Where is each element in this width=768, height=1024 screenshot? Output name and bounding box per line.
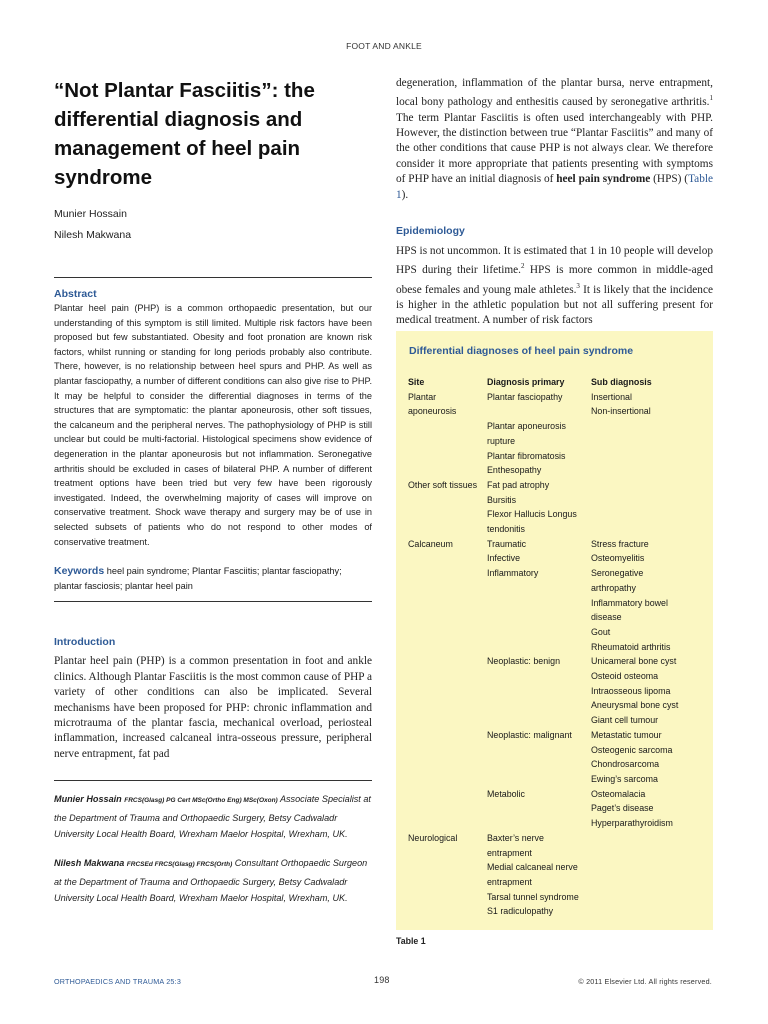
- introduction-heading: Introduction: [54, 636, 116, 649]
- table-row: [408, 698, 708, 713]
- table-row: [408, 816, 708, 831]
- table-cell: S1 radiculopathy: [487, 906, 554, 917]
- table-cell: [591, 890, 708, 905]
- table-cell: [487, 581, 591, 596]
- table-cell: entrapment: [487, 847, 532, 858]
- table-row: [408, 757, 708, 772]
- table-cell: [408, 669, 487, 684]
- table-cell: [408, 610, 487, 625]
- text-run: (HPS) (: [650, 173, 689, 186]
- table-cell: Ewing’s sarcoma: [591, 773, 658, 784]
- table-cell: [408, 728, 487, 743]
- epidemiology-heading: Epidemiology: [396, 225, 465, 238]
- intro-continued: [396, 76, 713, 203]
- table-cell: [487, 801, 591, 816]
- table-cell: Intraosseous lipoma: [591, 685, 671, 696]
- table-row: [408, 904, 708, 919]
- table-cell: Insertional: [591, 391, 632, 402]
- affiliation-text: Consultant Orthopaedic Surgeon at the Department of Trauma and Orthopaedic Surgery, Betsy Cadwaladr University Local Health Board, Wrexham Maelor Hospital, Wrexham, UK.: [54, 857, 368, 904]
- table-cell: Neoplastic: benign: [487, 656, 561, 667]
- table-row: [408, 772, 708, 787]
- right-column: [396, 76, 713, 329]
- table-cell: Aneurysmal bone cyst: [591, 700, 679, 711]
- text-run: HPS is more common in middle-aged obese females and young male athletes.: [396, 264, 713, 296]
- table-row: [408, 478, 708, 493]
- keywords: [54, 564, 372, 593]
- text-run: degeneration, inflammation of the plantar bursa, nerve entrapment, local bony pathology and enthesitis caused by seronegative arthritis.: [396, 77, 713, 109]
- table-cell: Chondrosarcoma: [591, 759, 660, 770]
- table-cell: [408, 875, 487, 890]
- affiliation-text: Associate Specialist at the Department of Trauma and Orthopaedic Surgery, Betsy Cadwaladr University Local Health Board, Wrexham Maelor Hospital, Wrexham, UK.: [54, 794, 371, 840]
- table-cell: Traumatic: [487, 538, 527, 549]
- table-header-sub: Sub diagnosis: [591, 377, 652, 387]
- table-cell: Non-insertional: [591, 406, 651, 417]
- table-cell: [408, 463, 487, 478]
- keywords-heading: Keywords: [54, 565, 105, 578]
- table-cell: entrapment: [487, 876, 532, 887]
- table-row: [408, 890, 708, 905]
- table-cell: [408, 581, 487, 596]
- table-cell: [408, 757, 487, 772]
- divider: [54, 780, 372, 781]
- term-bold: heel pain syndrome: [556, 173, 651, 186]
- left-column: [54, 76, 372, 907]
- table-row: [408, 581, 708, 596]
- table-cell: [408, 654, 487, 669]
- table-cell: Osteoid osteoma: [591, 671, 659, 682]
- table-cell: [408, 449, 487, 464]
- table-row: [408, 787, 708, 802]
- text-run: HPS is not uncommon. It is estimated that 1 in 10 people will develop HPS during their lifetime.: [396, 245, 713, 277]
- table-cell: [408, 507, 487, 522]
- table-row: [408, 390, 708, 405]
- table-cell: Neoplastic: malignant: [487, 729, 572, 740]
- table-cell: [591, 493, 708, 508]
- divider: [54, 277, 372, 278]
- table-cell: Osteomalacia: [591, 788, 646, 799]
- table-cell: [408, 801, 487, 816]
- table-cell: [591, 478, 708, 493]
- table-row: [408, 537, 708, 552]
- footer-journal: ORTHOPAEDICS AND TRAUMA 25:3: [54, 977, 182, 986]
- table-cell: [408, 890, 487, 905]
- table-cell: [408, 743, 487, 758]
- affiliation-name: Nilesh Makwana: [54, 857, 125, 868]
- affiliation-quals: FRCSEd FRCS(Glasg) FRCS(Orth): [126, 860, 233, 868]
- table-caption: Table 1: [396, 936, 426, 946]
- table-cell: Fat pad atrophy: [487, 479, 550, 490]
- table-cell: [591, 434, 708, 449]
- table-cell: [487, 404, 591, 419]
- table-cell: [591, 463, 708, 478]
- affiliation-2: [54, 855, 372, 907]
- table-cell: Bursitis: [487, 494, 517, 505]
- table-cell: [487, 596, 591, 611]
- table-cell: [408, 596, 487, 611]
- table-row: [408, 860, 708, 875]
- table-row: [408, 434, 708, 449]
- table-row: [408, 566, 708, 581]
- table-cell: Gout: [591, 626, 611, 637]
- table-cell: Tarsal tunnel syndrome: [487, 891, 579, 902]
- epidemiology-text: [396, 244, 713, 329]
- table-cell: [408, 860, 487, 875]
- table-row: [408, 846, 708, 861]
- table-cell: [408, 787, 487, 802]
- table-cell: Metastatic tumour: [591, 729, 662, 740]
- table-row: [408, 654, 708, 669]
- table-cell: tendonitis: [487, 524, 525, 535]
- affiliation-1: [54, 791, 372, 843]
- author-2: Nilesh Makwana: [54, 228, 132, 241]
- table-cell: Stress fracture: [591, 538, 649, 549]
- table-row: [408, 831, 708, 846]
- article-title: “Not Plantar Fasciitis”: the differential diagnosis and management of heel pain syndrome: [54, 79, 315, 189]
- page-number: 198: [374, 975, 390, 985]
- table-cell: Osteogenic sarcoma: [591, 744, 673, 755]
- table-cell: [591, 522, 708, 537]
- table-row: [408, 449, 708, 464]
- table-cell: Plantar fibromatosis: [487, 450, 566, 461]
- table-cell: Plantar aponeurosis: [487, 421, 566, 432]
- table-header-site: Site: [408, 377, 425, 387]
- table-row: [408, 669, 708, 684]
- table-cell: Other soft tissues: [408, 479, 478, 490]
- citation[interactable]: 1: [709, 94, 713, 103]
- table-cell: [591, 846, 708, 861]
- table-row: [408, 551, 708, 566]
- table-cell: [487, 772, 591, 787]
- table-link[interactable]: Table 1: [396, 173, 713, 201]
- abstract-text: Plantar heel pain (PHP) is a common orthopaedic presentation, but our understanding of this symptom is still limited. Multiple risk factors have been proposed but few substantiated. Obesity and foot pronation are known risk factors, whilst running or standing for long periods probably also contribute. There, however, is no relationship between heel spurs and PHP. As well as plantar fasciopathy, a number of different conditions can also give rise to PHP. It may be helpful to consider the differential diagnoses in terms of the structures that are symptomatic: the plantar aponeurosis, other soft tissues, the calcaneum and the peripheral nerves. The pathophysiology of PHP is still unclear but could be multi-factorial. Histological specimens show evidence of degeneration in the plantar aponeurosis but not inflammation. Seronegative arthritis should be excluded in cases of bilateral PHP. A number of different treatment options have been tried but very few have been rigorously investigated. Indeed, the overwhelming majority of cases will improve on conservative treatment. Shock wave therapy and surgery may be of use in selected subsets of patients who do not respond to other modes of conservative treatment.: [54, 303, 372, 547]
- table-row: [408, 743, 708, 758]
- table-row: [408, 596, 708, 611]
- citation[interactable]: 2: [521, 262, 525, 271]
- table-cell: [408, 625, 487, 640]
- table-cell: Inflammatory bowel: [591, 597, 668, 608]
- table-cell: Hyperparathyroidism: [591, 818, 673, 829]
- abstract-heading: Abstract: [54, 288, 97, 300]
- table-row: [408, 610, 708, 625]
- table-cell: [487, 713, 591, 728]
- table-cell: [408, 698, 487, 713]
- table-cell: [591, 875, 708, 890]
- table-cell: [408, 434, 487, 449]
- table-cell: [408, 684, 487, 699]
- table-cell: Flexor Hallucis Longus: [487, 509, 577, 520]
- table-row: [408, 419, 708, 434]
- author-1: Munier Hossain: [54, 208, 127, 220]
- table-row: [408, 728, 708, 743]
- table-row: [408, 684, 708, 699]
- table-cell: [408, 566, 487, 581]
- table-title: Differential diagnoses of heel pain syndrome: [409, 345, 634, 357]
- table-cell: Giant cell tumour: [591, 715, 659, 726]
- table-cell: Calcaneum: [408, 538, 453, 549]
- table-cell: Rheumatoid arthritis: [591, 641, 671, 652]
- table-1: [396, 331, 713, 930]
- table-cell: [408, 522, 487, 537]
- table-cell: [487, 698, 591, 713]
- table-header-diagnosis: Diagnosis primary: [487, 377, 565, 387]
- text-run: It is likely that the incidence is higher in the athletic population but not all suffering present for medical treatment. A number of risk factors: [396, 283, 713, 327]
- table-cell: [591, 904, 708, 919]
- table-cell: [487, 743, 591, 758]
- table-row: [408, 493, 708, 508]
- table-cell: [487, 625, 591, 640]
- keywords-text: heel pain syndrome; Plantar Fasciitis; plantar fasciopathy; plantar fasciosis; plantar heel pain: [54, 566, 342, 591]
- table-cell: [408, 551, 487, 566]
- table-row: [408, 625, 708, 640]
- table-cell: [408, 904, 487, 919]
- introduction-text: Plantar heel pain (PHP) is a common presentation in foot and ankle clinics. Although Plantar Fasciitis is the most common cause of PHP a variety of other conditions can also be implicated. Several mechanisms have been proposed for PHP: chronic inflammation and microtrauma of the plantar fascia, mechanical overload, periosteal inflammation, increased calcaneal intra-osseous pressure, peripheral nerve entrapment, fat pad: [54, 655, 372, 760]
- divider: [54, 601, 372, 602]
- table-cell: [487, 610, 591, 625]
- table-cell: Seronegative: [591, 568, 644, 579]
- table-cell: Neurological: [408, 832, 458, 843]
- table-cell: rupture: [487, 435, 516, 446]
- table-cell: disease: [591, 612, 622, 623]
- table-cell: [591, 831, 708, 846]
- table-cell: [408, 772, 487, 787]
- affiliation-name: Munier Hossain: [54, 794, 122, 805]
- table-cell: [408, 816, 487, 831]
- table-cell: Osteomyelitis: [591, 553, 645, 564]
- table-cell: [408, 713, 487, 728]
- running-head: FOOT AND ANKLE: [346, 41, 422, 51]
- table-row: [408, 713, 708, 728]
- table-cell: [591, 449, 708, 464]
- table-cell: Baxter’s nerve: [487, 832, 544, 843]
- table-cell: Plantar fasciopathy: [487, 391, 563, 402]
- table-cell: [408, 640, 487, 655]
- table-row: [408, 875, 708, 890]
- table-cell: [487, 684, 591, 699]
- citation[interactable]: 3: [576, 281, 580, 290]
- table-row: [408, 404, 708, 419]
- table-header-row: [408, 375, 708, 390]
- table-cell: [591, 419, 708, 434]
- table-cell: Medial calcaneal nerve: [487, 862, 578, 873]
- table-cell: [487, 757, 591, 772]
- table-cell: Inflammatory: [487, 568, 539, 579]
- table-cell: [408, 493, 487, 508]
- table-cell: [487, 669, 591, 684]
- table-cell: Metabolic: [487, 788, 525, 799]
- table-cell: Infective: [487, 553, 521, 564]
- table-cell: [591, 860, 708, 875]
- table-body: [408, 375, 708, 919]
- table-cell: [408, 419, 487, 434]
- table-cell: Unicameral bone cyst: [591, 656, 677, 667]
- table-cell: aponeurosis: [408, 406, 457, 417]
- text-run: The term Plantar Fasciitis is often used interchangeably with PHP. However, the distinction between true “Plantar Fasciitis” and many of the other conditions that cause PHP is not always clear. We therefore consider it more appropriate that patients presenting with symptoms of PHP have an initial diagnosis of: [396, 111, 713, 186]
- table-row: [408, 801, 708, 816]
- table-row: [408, 463, 708, 478]
- table-row: [408, 522, 708, 537]
- table-row: [408, 507, 708, 522]
- table-cell: Enthesopathy: [487, 465, 542, 476]
- table-cell: [408, 846, 487, 861]
- table-cell: [487, 816, 591, 831]
- table-cell: Paget’s disease: [591, 803, 654, 814]
- footer-copyright: © 2011 Elsevier Ltd. All rights reserved.: [578, 977, 712, 986]
- table-cell: arthropathy: [591, 582, 636, 593]
- table-cell: [487, 640, 591, 655]
- text-run: ).: [401, 188, 409, 201]
- table-cell: Plantar: [408, 391, 437, 402]
- affiliation-quals: FRCS(Glasg) PG Cert MSc(Ortho Eng) MSc(Oxon): [124, 797, 278, 805]
- table-row: [408, 640, 708, 655]
- table-cell: [591, 507, 708, 522]
